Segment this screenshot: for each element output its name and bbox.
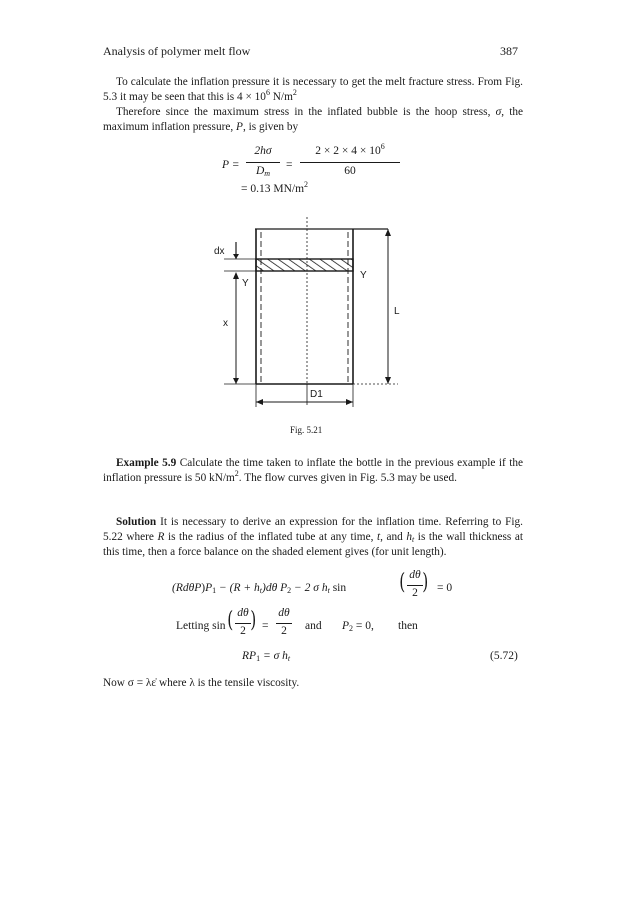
eq2-paren-open: ( <box>399 570 406 595</box>
fig-label-y-left: Y <box>242 278 249 289</box>
fig-label-x: x <box>223 318 228 329</box>
solution-text-d: is the wall thickness at this time, then a force balance on the shaded element gives (for unit length). <box>103 531 524 558</box>
example-paragraph <box>103 456 523 486</box>
figure-caption: Fig. 5.21 <box>290 425 323 435</box>
eq2-sub2: 2 <box>287 586 292 595</box>
example-text-b: . The flow curves given in Fig. 5.3 may be used. <box>238 472 457 484</box>
fig-x-arrowhead-bottom <box>233 378 239 384</box>
fig-x-arrowhead-top <box>233 272 239 279</box>
paragraph-hoop-stress <box>103 105 523 135</box>
eq2-paren-close: ) <box>422 570 429 595</box>
para1-unit-exponent: 2 <box>292 88 297 97</box>
solution-r: R <box>157 531 165 543</box>
paragraph-melt-fracture <box>103 75 523 105</box>
fig-dx-arrowhead <box>233 254 239 259</box>
solution-label: Solution <box>116 516 157 528</box>
fig-shaded-element <box>256 259 353 271</box>
solution-paragraph <box>103 515 523 560</box>
eq4-rhs: = σ h <box>260 650 288 662</box>
para1-text: To calculate the inflation pressure it is necessary to get the melt fracture stress. From Fig. 5.3 it may be seen that this is 4 × 10 <box>103 76 523 103</box>
eq1-fraction-bar-2 <box>300 162 400 163</box>
solution-text-c: , and <box>380 531 407 543</box>
para2-line1: Therefore since the maximum stress in the inflated bubble is the hoop stress, <box>116 106 491 118</box>
eq2-sub1: 1 <box>212 586 217 595</box>
eq1-result: = 0.13 MN/m <box>241 183 305 195</box>
eq3-p2: P <box>342 620 350 632</box>
solution-h: h <box>406 531 413 543</box>
eq3-and: and <box>305 620 322 632</box>
para2-mid: , the maximum inflation pressure, <box>103 106 524 133</box>
eq3-frac2-den: 2 <box>281 625 287 637</box>
example-label: Example 5.9 <box>116 457 177 469</box>
eq1-equals: = <box>286 159 293 171</box>
eq3-equals: = <box>262 620 269 632</box>
eq1-numerator-2: 2 × 2 × 4 × 10 <box>315 145 381 157</box>
eq3-frac-den: 2 <box>240 625 246 637</box>
eq3-paren-close: ) <box>250 608 257 633</box>
running-title: Analysis of polymer melt flow <box>103 44 251 58</box>
eq2-frac-den: 2 <box>412 587 418 599</box>
eq1-result-exp: 2 <box>304 180 309 189</box>
eq1-lhs: P = <box>222 159 240 171</box>
solution-text-b: is the radius of the inflated tube at any time, <box>164 531 377 543</box>
fig-label-y-right: Y <box>360 270 367 281</box>
example-text-a: Calculate the time taken to inflate the bottle in the previous example if the inflation pressure is 50 kN/m <box>103 457 524 484</box>
eq3-frac-bar <box>235 623 251 624</box>
eq4-lhs: RP <box>242 650 257 662</box>
eq3-frac-num: dθ <box>237 607 249 619</box>
eq3-p2-rest: = 0, <box>353 620 374 632</box>
eq2-sub-t2: t <box>327 586 330 595</box>
eq3-letting: Letting sin <box>176 620 226 632</box>
figure-tube-diagram <box>210 212 410 412</box>
eq3-then: then <box>398 620 418 632</box>
fig-l-arrowhead-top <box>385 229 391 236</box>
eq3-paren-open: ( <box>227 608 234 633</box>
eq1-denominator-d: D <box>255 165 265 177</box>
eq1-denominator-sub: m <box>264 169 271 178</box>
eq4-number: (5.72) <box>490 650 518 662</box>
solution-t: t <box>376 531 381 543</box>
eq2-mid3: − 2 σ h <box>291 582 328 594</box>
fig-l-arrowhead-bottom <box>385 377 391 384</box>
eq1-numerator-1: 2hσ <box>254 145 272 157</box>
fig-d1-arrowhead-right <box>346 399 353 405</box>
para1-exponent: 6 <box>265 88 270 97</box>
eq2-rhs: = 0 <box>437 582 453 594</box>
eq1-denominator-2: 60 <box>344 165 356 177</box>
fig-label-l: L <box>394 306 400 317</box>
solution-text-a: It is necessary to derive an expression for the inflation time. Referring to Fig. 5.22 where <box>103 516 523 543</box>
eq1-fraction-bar-1 <box>246 162 280 163</box>
eq4-sub: 1 <box>256 654 261 663</box>
para2-p: P <box>236 121 243 133</box>
fig-label-dx: dx <box>214 246 225 257</box>
para1-unit: N/m <box>269 91 293 103</box>
fig-d1-arrowhead-left <box>256 399 263 405</box>
solution-h-sub: t <box>412 535 415 544</box>
para2-end: , is given by <box>242 121 299 133</box>
eq2-mid2: )dθ P <box>262 582 288 594</box>
fig-label-d1: D1 <box>310 389 323 400</box>
page-number: 387 <box>500 44 518 58</box>
eq1-numerator-2-exp: 6 <box>380 142 385 151</box>
para2-sigma: σ <box>495 106 502 118</box>
paragraph-tensile-viscosity: Now σ = λε̇ where λ is the tensile viscosity. <box>103 677 300 689</box>
example-unit-exp: 2 <box>234 469 239 478</box>
eq2-frac-num: dθ <box>409 569 421 581</box>
eq2-frac-bar <box>407 585 423 586</box>
eq2-lhs: (RdθP <box>172 582 202 594</box>
eq4-rhs-sub: t <box>287 654 291 663</box>
eq2-sub-t: t <box>259 586 263 595</box>
eq3-p2-sub: 2 <box>349 624 354 633</box>
eq2-mid: − (R + h <box>216 582 260 594</box>
eq3-frac2-num: dθ <box>278 607 290 619</box>
eq3-frac2-bar <box>276 623 292 624</box>
eq2-sin: sin <box>329 582 347 594</box>
